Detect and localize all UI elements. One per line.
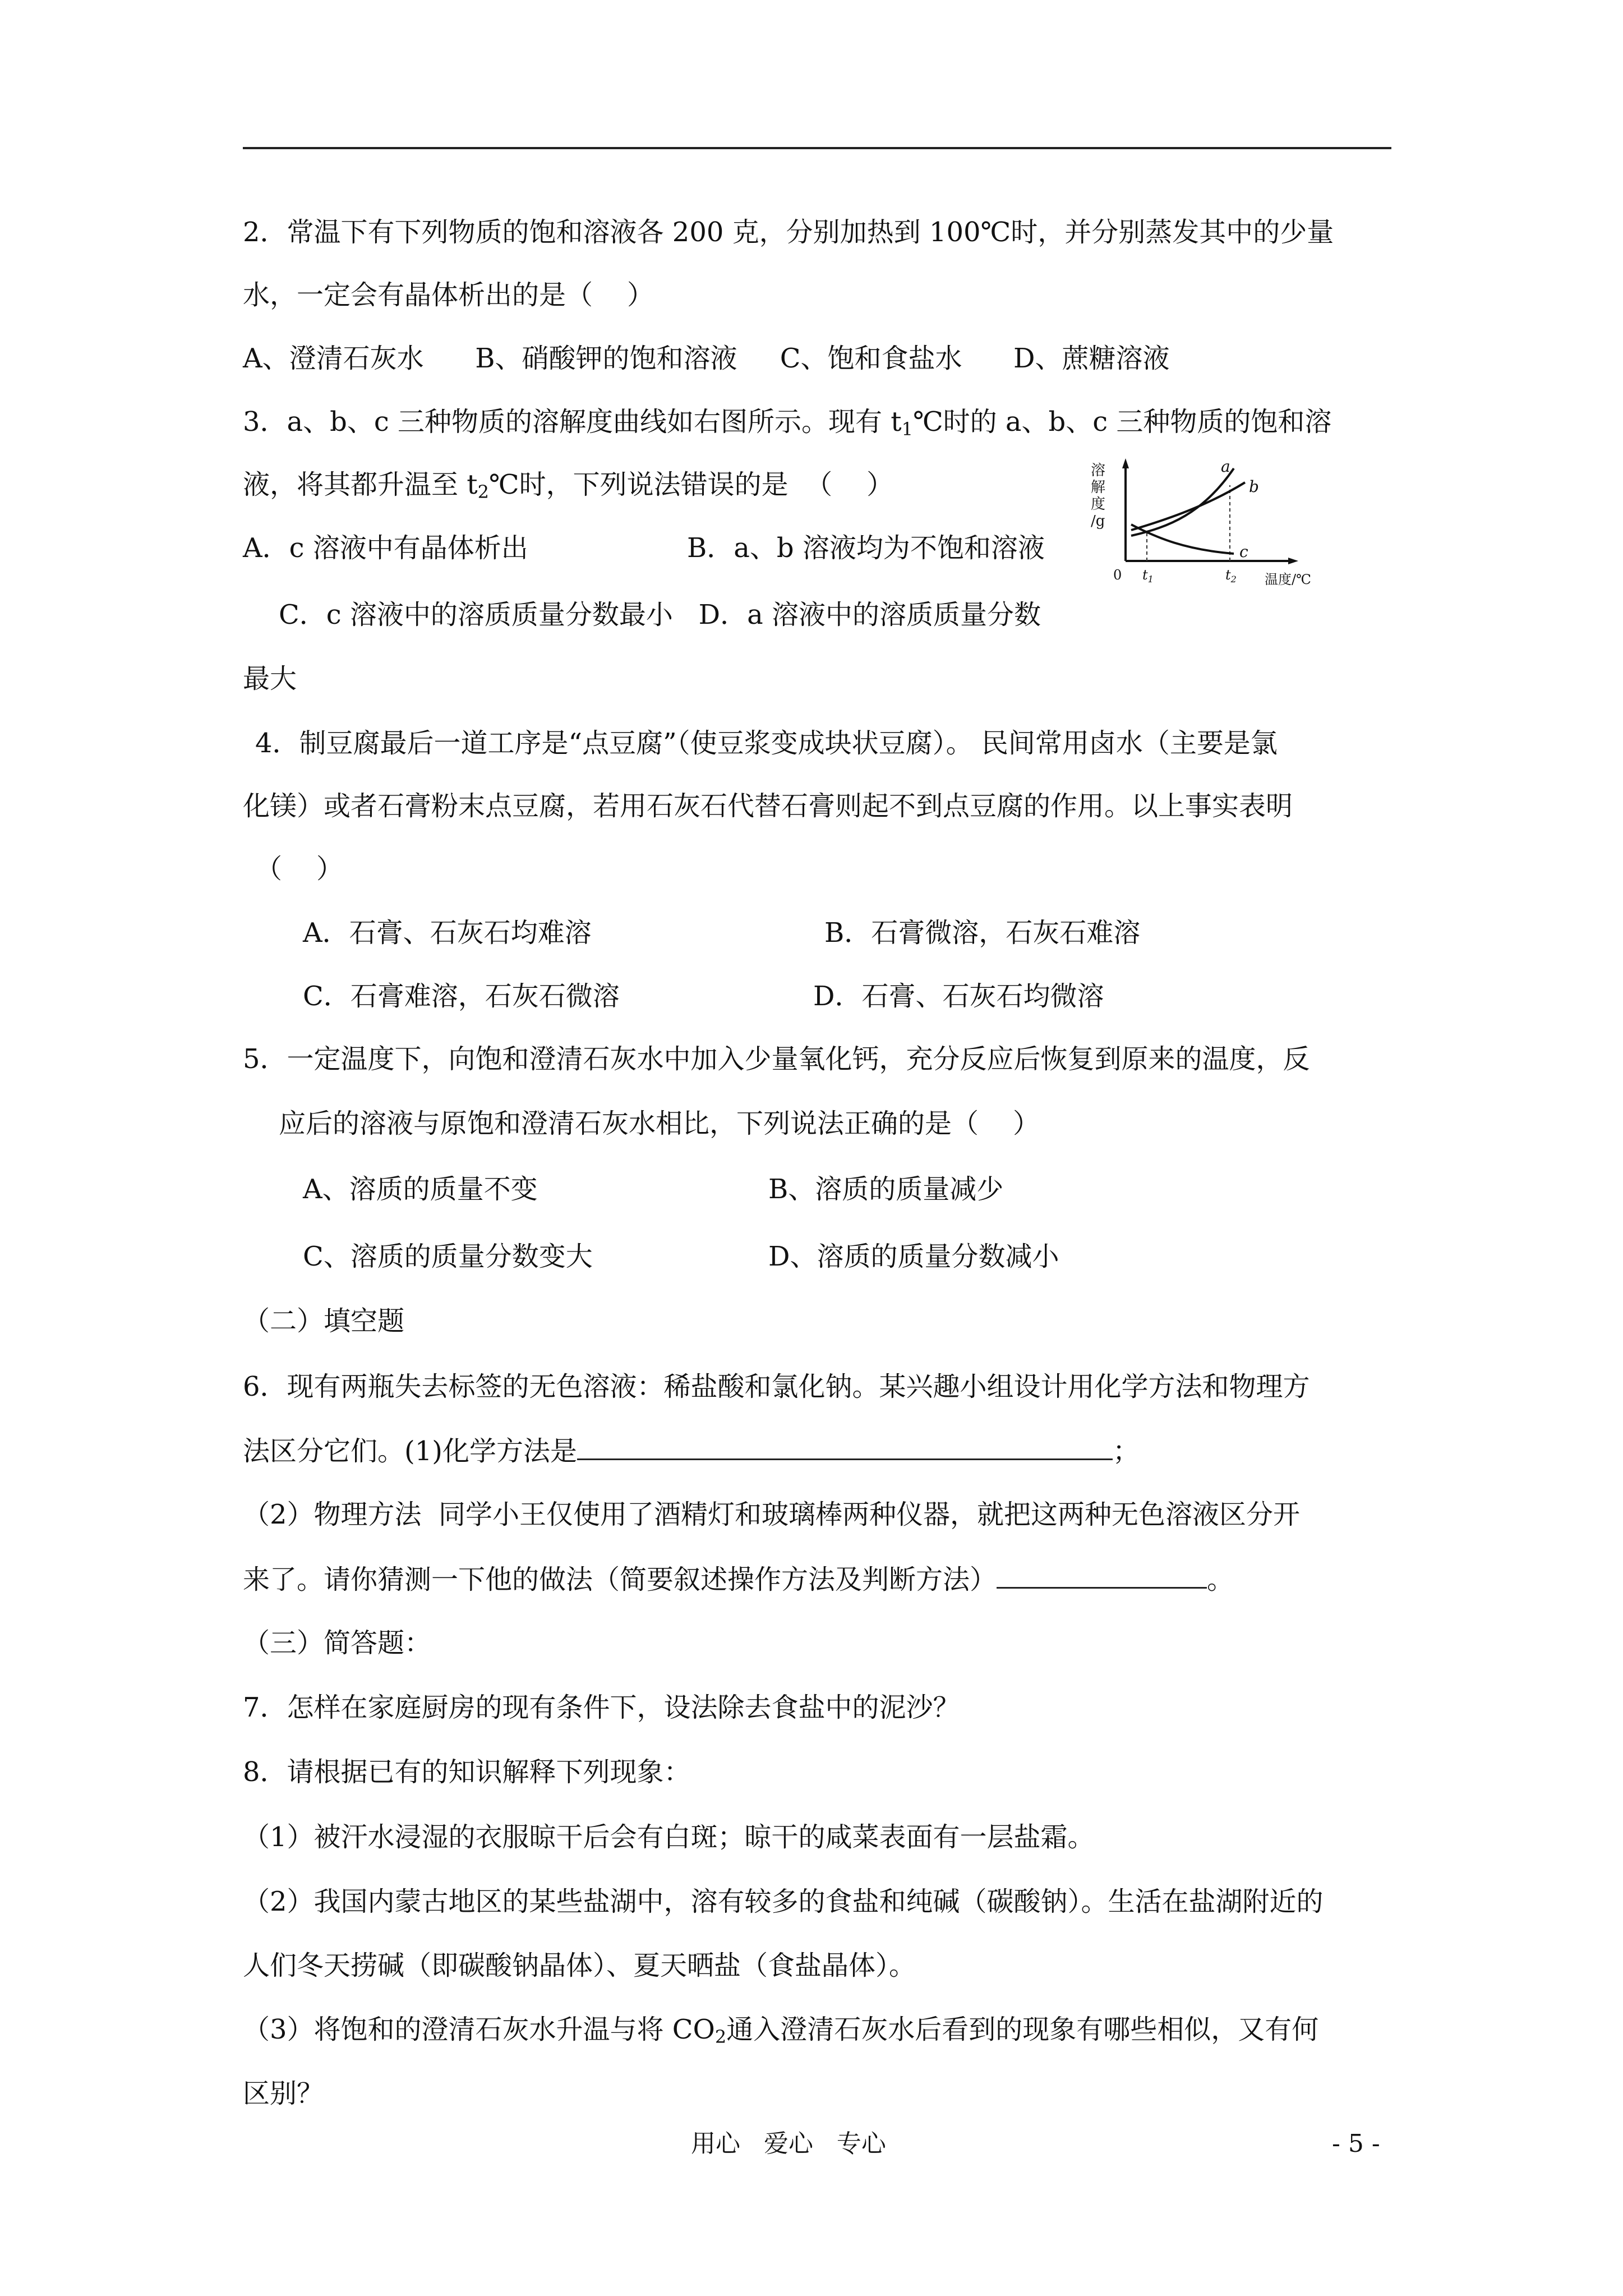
q5-option-a: A、溶质的质量不变 bbox=[303, 1174, 538, 1205]
y-axis-arrow bbox=[1122, 458, 1129, 468]
q4-line3: （ ） bbox=[255, 853, 344, 885]
q5-line1: 5．一定温度下，向饱和澄清石灰水中加入少量氧化钙，充分反应后恢复到原来的温度，反 bbox=[243, 1043, 1310, 1075]
q3-option-d-continued: 最大 bbox=[243, 663, 297, 694]
q3-line1: 3．a、b、c 三种物质的溶解度曲线如右图所示。现有 $t_1℃$时的 a、b、c 三种物质的饱和溶 bbox=[243, 406, 1332, 440]
q2-line1: 2．常温下有下列物质的饱和溶液各 200 克，分别加热到 100℃时，并分别蒸发其中的少量 bbox=[243, 217, 1334, 248]
q5-option-b: B、溶质的质量减少 bbox=[768, 1174, 1004, 1205]
t1-label: $t_1$ bbox=[1142, 567, 1154, 585]
q2-line2: 水，一定会有晶体析出的是（ ） bbox=[243, 279, 654, 311]
q5-option-c: C、溶质的质量分数变大 bbox=[303, 1241, 593, 1272]
x-axis-label: 温度/℃ bbox=[1265, 572, 1311, 587]
q2-options: A、澄清石灰水 B、硝酸钾的饱和溶液 C、饱和食盐水 D、蔗糖溶液 bbox=[243, 343, 1170, 374]
q6-line2: 法区分它们。(1)化学方法是 ； bbox=[243, 1433, 1140, 1469]
q8-part2-line2: 人们冬天捞碱（即碳酸钠晶体）、夏天晒盐（食盐晶体）。 bbox=[243, 1950, 916, 1981]
section-fill-in-heading: （二）填空题 bbox=[243, 1305, 405, 1337]
page-number: - 5 - bbox=[1332, 2129, 1380, 2158]
origin-label: 0 bbox=[1113, 567, 1122, 583]
q6-line4: 来了。请你猜测一下他的做法（简要叙述操作方法及判断方法） 。 bbox=[243, 1561, 1234, 1598]
q4-option-d: D．石膏、石灰石均微溶 bbox=[813, 981, 1104, 1012]
q6-line1: 6．现有两瓶失去标签的无色溶液：稀盐酸和氯化钠。某兴趣小组设计用化学方法和物理方 bbox=[243, 1371, 1310, 1402]
t2-label: $t_2$ bbox=[1225, 567, 1237, 585]
y-axis-label-1: 溶 bbox=[1091, 462, 1106, 479]
solubility-curve-figure bbox=[1091, 452, 1332, 637]
q4-option-a: A．石膏、石灰石均难溶 bbox=[303, 917, 592, 949]
q3-option-cd: C．c 溶液中的溶质质量分数最小 D．a 溶液中的溶质质量分数 bbox=[279, 599, 1041, 631]
q4-line2: 化镁）或者石膏粉末点豆腐，若用石灰石代替石膏则起不到点豆腐的作用。以上事实表明 bbox=[243, 790, 1293, 822]
q4-option-b: B．石膏微溶，石灰石难溶 bbox=[824, 917, 1141, 949]
curve-b-label: b bbox=[1249, 477, 1259, 496]
curve-a-label: a bbox=[1221, 457, 1230, 476]
curve-b bbox=[1131, 482, 1245, 530]
q8-part3-line2: 区别？ bbox=[243, 2078, 324, 2109]
q8-part2-line1: （2）我国内蒙古地区的某些盐湖中，溶有较多的食盐和纯碱（碳酸钠）。生活在盐湖附近的 bbox=[243, 1886, 1324, 1917]
section-short-answer-heading: （三）简答题： bbox=[243, 1627, 432, 1659]
q5-option-d: D、溶质的质量分数减小 bbox=[768, 1241, 1059, 1272]
q4-line1: 4．制豆腐最后一道工序是“点豆腐”（使豆浆变成块状豆腐）。 民间常用卤水（主要是氯 bbox=[255, 728, 1278, 759]
q8-part1: （1）被汗水浸湿的衣服晾干后会有白斑；晾干的咸菜表面有一层盐霜。 bbox=[243, 1821, 1095, 1853]
chemical-method-blank[interactable] bbox=[577, 1433, 1113, 1460]
q8-intro: 8．请根据已有的知识解释下列现象： bbox=[243, 1756, 691, 1788]
y-axis-label-2: 解 bbox=[1091, 479, 1106, 496]
q7-text: 7．怎样在家庭厨房的现有条件下，设法除去食盐中的泥沙？ bbox=[243, 1692, 960, 1723]
q5-line2: 应后的溶液与原饱和澄清石灰水相比，下列说法正确的是（ ） bbox=[279, 1108, 1040, 1139]
q3-option-a: A．c 溶液中有晶体析出 bbox=[243, 532, 528, 564]
footer-motto: 用心 爱心 专心 bbox=[691, 2129, 886, 2158]
y-axis-label-3: 度 bbox=[1091, 496, 1106, 513]
y-axis-label-4: /g bbox=[1091, 513, 1105, 530]
q6-line3: （2）物理方法 同学小王仅使用了酒精灯和玻璃棒两种仪器，就把这两种无色溶液区分开 bbox=[243, 1499, 1301, 1530]
q3-line2: 液，将其都升温至 $t_2℃$时，下列说法错误的是 （ ） bbox=[243, 469, 894, 503]
q4-option-c: C．石膏难溶，石灰石微溶 bbox=[303, 981, 620, 1012]
curve-c-label: c bbox=[1239, 542, 1248, 561]
header-rule bbox=[243, 147, 1391, 149]
q8-part3-line1: （3）将饱和的澄清石灰水升温与将 $CO_2$通入澄清石灰水后看到的现象有哪些相似，又有何 bbox=[243, 2014, 1319, 2047]
x-axis-arrow bbox=[1288, 558, 1298, 564]
physical-method-blank[interactable] bbox=[997, 1561, 1207, 1589]
q3-option-b: B．a、b 溶液均为不饱和溶液 bbox=[687, 532, 1045, 564]
